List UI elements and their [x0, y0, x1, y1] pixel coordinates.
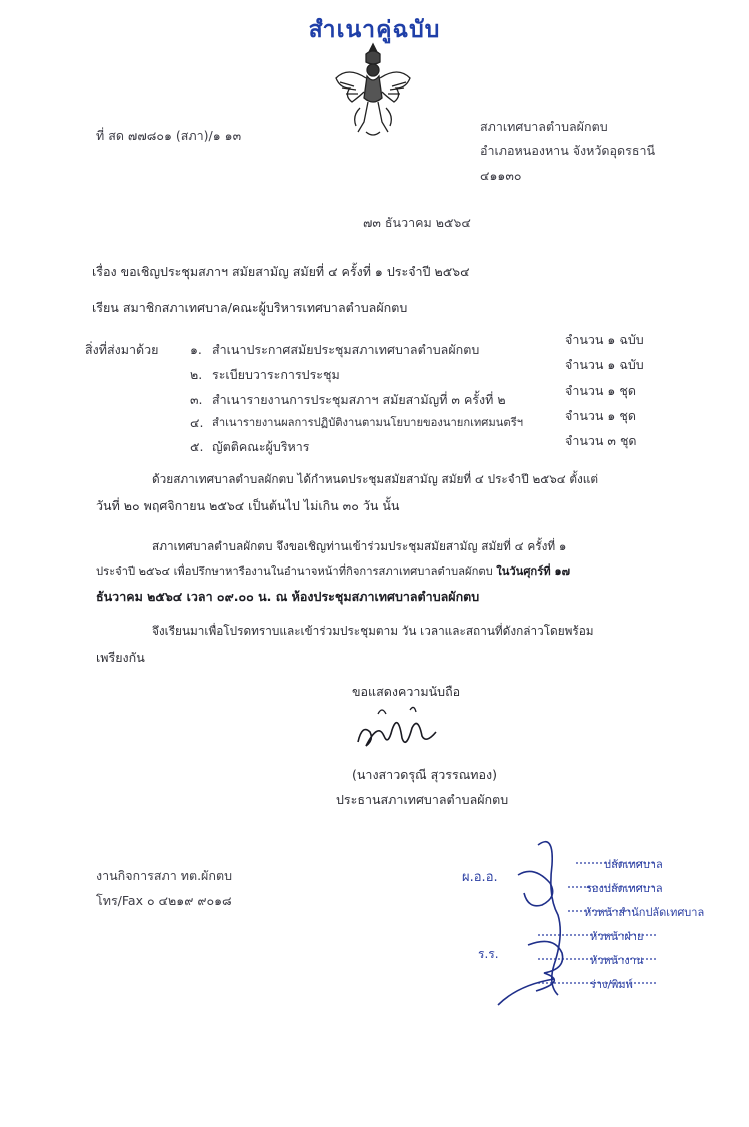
paragraph3-line2: เพรียงกัน: [96, 650, 145, 665]
office-phone: โทร/Fax ๐ ๔๒๑๙ ๙๐๑๘: [96, 893, 232, 908]
garuda-emblem-icon: [330, 36, 416, 140]
route-line-6: ร่าง/พิมพ์: [590, 978, 633, 991]
closing-phrase: ขอแสดงความนับถือ: [352, 684, 461, 699]
enclosure-text: สำเนารายงานผลการปฏิบัติงานตามนโยบายของนายกเทศมนตรีฯ: [212, 416, 523, 429]
routing-prefix-b: ร.ร.: [478, 947, 499, 961]
paragraph1-line2: วันที่ ๒๐ พฤศจิกายน ๒๕๖๔ เป็นต้นไป ไม่เกิน ๓๐ วัน นั้น: [96, 498, 400, 513]
enclosure-text: สำเนารายงานการประชุมสภาฯ สมัยสามัญที่ ๓ ครั้งที่ ๒: [212, 392, 506, 407]
copy-stamp-title: สำเนาคู่ฉบับ: [308, 17, 441, 43]
enclosure-no: ๑.: [190, 342, 202, 357]
paragraph2-line1: สภาเทศบาลตำบลผักตบ จึงขอเชิญท่านเข้าร่วมประชุมสมัยสามัญ สมัยที่ ๔ ครั้งที่ ๑: [152, 539, 567, 553]
enclosure-text: สำเนาประกาศสมัยประชุมสภาเทศบาลตำบลผักตบ: [212, 342, 480, 357]
sender-line2: อำเภอหนองหาน จังหวัดอุดรธานี: [480, 143, 656, 158]
signer-name: (นางสาวดรุณี สุวรรณทอง): [352, 767, 498, 782]
enclosure-no: ๒.: [190, 367, 203, 382]
paragraph3-line1: จึงเรียนมาเพื่อโปรดทราบและเข้าร่วมประชุมตาม วัน เวลาและสถานที่ดังกล่าวโดยพร้อม: [152, 624, 594, 638]
enclosure-qty: จำนวน ๓ ชุด: [565, 433, 637, 448]
enclosure-qty: จำนวน ๑ ฉบับ: [565, 332, 644, 347]
route-line-4: หัวหน้าฝ่าย: [590, 930, 644, 943]
office-name: งานกิจการสภา ทต.ผักตบ: [96, 868, 232, 883]
enclosures-label: สิ่งที่ส่งมาด้วย: [85, 342, 159, 357]
routing-prefix-a: ผ.อ.อ.: [462, 870, 498, 885]
meeting-details-highlight: ธันวาคม ๒๕๖๔ เวลา ๐๙.๐๐ น. ณ ห้องประชุมสภาเทศบาลตำบลผักตบ: [96, 589, 480, 604]
sender-postcode: ๔๑๑๓๐: [480, 168, 522, 183]
route-line-2: รองปลัดเทศบาล: [586, 882, 663, 895]
enclosure-qty: จำนวน ๑ ชุด: [565, 383, 636, 398]
paragraph2-line2: ประจำปี ๒๕๖๔ เพื่อปรึกษาหารืองานในอำนาจหน้าที่กิจการสภาเทศบาลตำบลผักตบ: [96, 565, 493, 578]
signer-title: ประธานสภาเทศบาลตำบลผักตบ: [336, 792, 509, 807]
route-line-1: ปลัดเทศบาล: [604, 858, 663, 871]
paragraph1-line1: ด้วยสภาเทศบาลตำบลผักตบ ได้กำหนดประชุมสมัยสามัญ สมัยที่ ๔ ประจำปี ๒๕๖๔ ตั้งแต่: [152, 472, 599, 486]
sender-line1: สภาเทศบาลตำบลผักตบ: [480, 119, 608, 134]
enclosure-no: ๕.: [190, 439, 204, 454]
letter-subject: เรื่อง ขอเชิญประชุมสภาฯ สมัยสามัญ สมัยที่ ๔ ครั้งที่ ๑ ประจำปี ๒๕๖๔: [92, 264, 470, 279]
letter-salutation: เรียน สมาชิกสภาเทศบาล/คณะผู้บริหารเทศบาลตำบลผักตบ: [92, 300, 408, 315]
reference-number: ที่ สด ๗๗๘๐๑ (สภา)/๑ ๑๓: [96, 128, 242, 143]
routing-stamp-icon: [458, 835, 718, 1015]
enclosure-qty: จำนวน ๑ ฉบับ: [565, 357, 644, 372]
enclosure-qty: จำนวน ๑ ชุด: [565, 408, 636, 423]
enclosure-no: ๓.: [190, 392, 203, 407]
meeting-date-highlight: ในวันศุกร์ที่ ๑๗: [496, 565, 570, 578]
route-line-3: หัวหน้าสำนักปลัดเทศบาล: [584, 906, 705, 919]
route-line-5: หัวหน้างาน: [590, 954, 644, 967]
letter-date: ๗๓ ธันวาคม ๒๕๖๔: [363, 215, 471, 230]
enclosure-no: ๔.: [190, 415, 204, 430]
signature-icon: [352, 702, 442, 762]
enclosure-text: ญัตติคณะผู้บริหาร: [212, 439, 310, 454]
enclosure-text: ระเบียบวาระการประชุม: [212, 367, 340, 382]
